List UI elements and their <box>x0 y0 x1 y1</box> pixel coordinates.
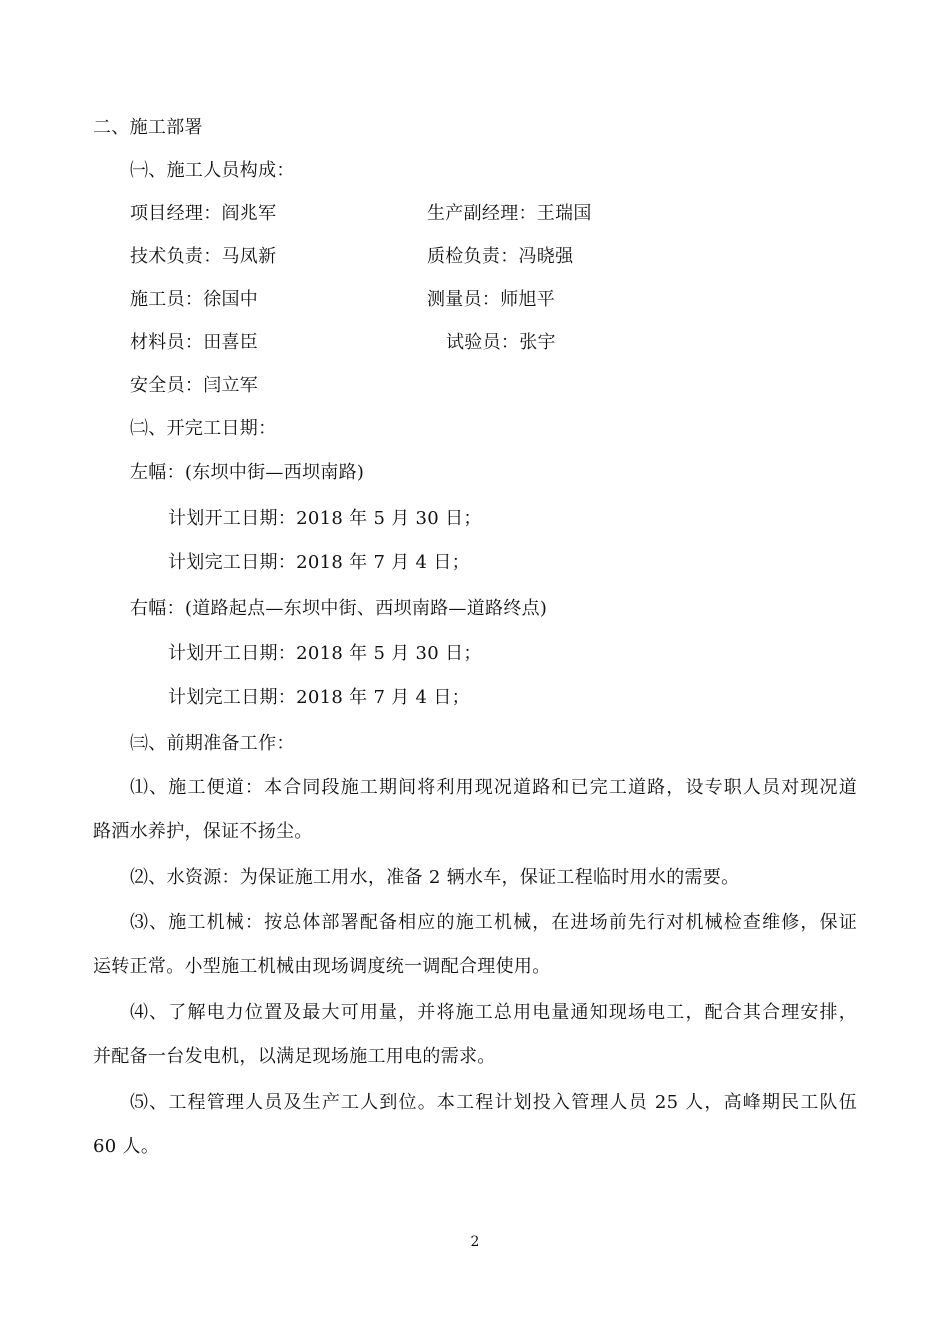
dates-heading: ㈡、开完工日期： <box>130 418 277 439</box>
staff-safety-officer: 安全员：闫立军 <box>130 375 259 396</box>
prep-item-4-line-2: 并配备一台发电机，以满足现场施工用电的需求。 <box>93 1046 496 1067</box>
prep-item-1-line-1: ⑴、施工便道：本合同段施工期间将利用现况道路和已完工道路，设专职人员对现况道 <box>130 777 857 798</box>
left-side-start-date: 计划开工日期：2018 年 5 月 30 日； <box>168 508 482 529</box>
prep-item-1-line-2: 路洒水养护，保证不扬尘。 <box>93 821 313 842</box>
prep-item-2: ⑵、水资源：为保证施工用水，准备 2 辆水车，保证工程临时用水的需要。 <box>130 867 740 888</box>
staff-construction-officer: 施工员：徐国中 <box>130 289 259 310</box>
section-title: 二、施工部署 <box>93 117 203 138</box>
staff-surveyor: 测量员：师旭平 <box>427 289 556 310</box>
prep-item-3-line-1: ⑶、施工机械：按总体部署配备相应的施工机械，在进场前先行对机械检查维修，保证 <box>130 912 857 933</box>
staff-materials-officer: 材料员：田喜臣 <box>130 332 259 353</box>
staff-technical-lead: 技术负责：马凤新 <box>130 246 277 267</box>
prep-item-3-line-2: 运转正常。小型施工机械由现场调度统一调配合理使用。 <box>93 956 551 977</box>
staff-tester: 试验员：张宇 <box>446 332 556 353</box>
right-side-start-date: 计划开工日期：2018 年 5 月 30 日； <box>168 643 482 664</box>
page-number: 2 <box>470 1234 480 1250</box>
staff-project-manager: 项目经理：阎兆军 <box>130 203 277 224</box>
staff-heading: ㈠、施工人员构成： <box>130 160 295 181</box>
prep-item-5-line-1: ⑸、工程管理人员及生产工人到位。本工程计划投入管理人员 25 人，高峰期民工队伍 <box>130 1092 857 1113</box>
right-side-label: 右幅：(道路起点—东坝中街、西坝南路—道路终点) <box>130 598 548 619</box>
prep-heading: ㈢、前期准备工作： <box>130 733 295 754</box>
prep-item-5-line-2: 60 人。 <box>93 1136 160 1157</box>
staff-deputy-manager: 生产副经理：王瑞国 <box>427 203 592 224</box>
staff-quality-lead: 质检负责：冯晓强 <box>427 246 574 267</box>
left-side-end-date: 计划完工日期：2018 年 7 月 4 日； <box>168 552 470 573</box>
left-side-label: 左幅：(东坝中街—西坝南路) <box>130 462 365 483</box>
prep-item-4-line-1: ⑷、了解电力位置及最大可用量，并将施工总用电量通知现场电工，配合其合理安排， <box>130 1002 857 1023</box>
right-side-end-date: 计划完工日期：2018 年 7 月 4 日； <box>168 687 470 708</box>
